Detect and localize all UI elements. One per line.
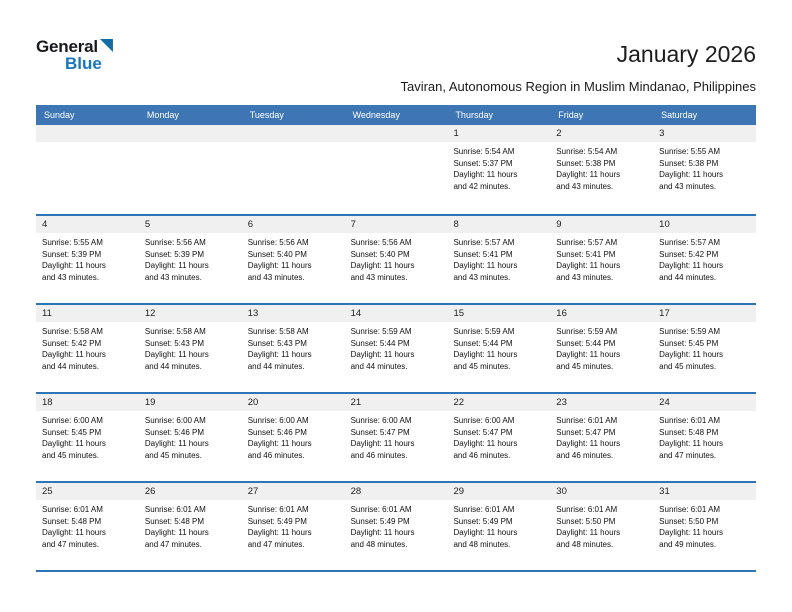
day-info xyxy=(550,322,653,372)
day-info xyxy=(447,500,550,550)
day-cell xyxy=(653,394,756,481)
day-number: 10 xyxy=(653,216,756,233)
day-info xyxy=(36,233,139,283)
daylight-text-line1: Daylight: 11 hours xyxy=(659,170,724,180)
sunset-text: Sunset: 5:50 PM xyxy=(556,516,616,526)
sunset-text: Sunset: 5:41 PM xyxy=(453,249,513,259)
day-info xyxy=(447,233,550,283)
day-number: 14 xyxy=(345,305,448,322)
sunset-text: Sunset: 5:45 PM xyxy=(42,427,102,437)
sunset-text: Sunset: 5:43 PM xyxy=(144,338,205,348)
logo-text-blue: Blue xyxy=(65,54,102,73)
daylight-text-line2: and 47 minutes. xyxy=(42,539,99,549)
day-info xyxy=(36,411,139,461)
day-cell xyxy=(345,483,448,570)
day-cell xyxy=(550,305,653,392)
week-row xyxy=(36,481,756,570)
daylight-text-line2: and 44 minutes. xyxy=(144,361,202,371)
daylight-text-line1: Daylight: 11 hours xyxy=(350,261,415,271)
day-cell xyxy=(36,216,139,303)
daylight-text-line1: Daylight: 11 hours xyxy=(144,350,209,360)
day-cell xyxy=(345,305,448,392)
day-info xyxy=(550,411,653,461)
daylight-text-line2: and 43 minutes. xyxy=(144,272,202,282)
day-number: 19 xyxy=(139,394,242,411)
sunrise-text: Sunrise: 6:01 AM xyxy=(659,416,721,425)
daylight-text-line2: and 48 minutes. xyxy=(350,539,408,549)
daylight-text-line2: and 49 minutes. xyxy=(659,539,717,549)
day-cell xyxy=(139,394,242,481)
daylight-text-line1: Daylight: 11 hours xyxy=(659,528,724,538)
day-cell xyxy=(653,125,756,214)
daylight-text-line1: Daylight: 11 hours xyxy=(144,261,209,271)
day-cell xyxy=(242,394,345,481)
sunrise-text: Sunrise: 5:59 AM xyxy=(556,327,618,336)
general-blue-logo xyxy=(36,38,113,72)
daylight-text-line2: and 47 minutes. xyxy=(247,539,305,549)
day-cell xyxy=(242,305,345,392)
day-number: 25 xyxy=(36,483,139,500)
day-number: 18 xyxy=(36,394,139,411)
daylight-text-line1: Daylight: 11 hours xyxy=(556,350,621,360)
day-info xyxy=(550,233,653,283)
logo-triangle-icon xyxy=(100,39,113,52)
sunset-text: Sunset: 5:49 PM xyxy=(453,516,513,526)
weekday-header-wednesday: Wednesday xyxy=(352,110,400,120)
sunrise-text: Sunrise: 6:01 AM xyxy=(659,505,721,514)
weekday-header-saturday: Saturday xyxy=(661,110,698,120)
day-number: 6 xyxy=(242,216,345,233)
weekday-header-sunday: Sunday xyxy=(44,110,75,120)
daylight-text-line2: and 46 minutes. xyxy=(556,450,614,460)
day-number xyxy=(139,125,242,142)
sunset-text: Sunset: 5:38 PM xyxy=(659,158,719,168)
sunrise-text: Sunrise: 5:56 AM xyxy=(350,238,412,247)
week-row xyxy=(36,392,756,481)
daylight-text-line2: and 43 minutes. xyxy=(247,272,305,282)
weekday-header-monday: Monday xyxy=(146,110,179,120)
day-info xyxy=(653,322,756,372)
sunrise-text: Sunrise: 5:57 AM xyxy=(453,238,515,247)
day-number: 22 xyxy=(447,394,550,411)
daylight-text-line1: Daylight: 11 hours xyxy=(247,439,312,449)
day-info xyxy=(653,500,756,550)
day-info xyxy=(653,142,756,192)
day-number: 7 xyxy=(345,216,448,233)
day-cell xyxy=(242,483,345,570)
day-number: 17 xyxy=(653,305,756,322)
daylight-text-line2: and 45 minutes. xyxy=(659,361,717,371)
daylight-text-line2: and 44 minutes. xyxy=(659,272,717,282)
sunset-text: Sunset: 5:40 PM xyxy=(350,249,410,259)
day-number: 23 xyxy=(550,394,653,411)
day-number: 21 xyxy=(345,394,448,411)
sunset-text: Sunset: 5:47 PM xyxy=(453,427,513,437)
day-cell xyxy=(345,394,448,481)
sunrise-text: Sunrise: 5:58 AM xyxy=(42,327,103,336)
daylight-text-line1: Daylight: 11 hours xyxy=(42,261,106,271)
daylight-text-line1: Daylight: 11 hours xyxy=(453,439,518,449)
day-info xyxy=(139,500,242,550)
day-info xyxy=(653,411,756,461)
day-cell-empty xyxy=(36,125,139,214)
sunrise-text: Sunrise: 5:58 AM xyxy=(144,327,206,336)
sunset-text: Sunset: 5:44 PM xyxy=(453,338,513,348)
day-cell xyxy=(36,394,139,481)
sunrise-text: Sunrise: 5:55 AM xyxy=(659,147,721,156)
day-cell xyxy=(345,216,448,303)
daylight-text-line1: Daylight: 11 hours xyxy=(350,528,415,538)
sunrise-text: Sunrise: 6:00 AM xyxy=(42,416,103,425)
day-number xyxy=(345,125,448,142)
day-info xyxy=(345,500,448,550)
week-row xyxy=(36,125,756,214)
day-info xyxy=(345,411,448,461)
day-number: 24 xyxy=(653,394,756,411)
daylight-text-line2: and 48 minutes. xyxy=(453,539,511,549)
sunrise-text: Sunrise: 5:58 AM xyxy=(247,327,309,336)
sunset-text: Sunset: 5:44 PM xyxy=(350,338,410,348)
day-cell xyxy=(653,216,756,303)
daylight-text-line2: and 48 minutes. xyxy=(556,539,614,549)
daylight-text-line1: Daylight: 11 hours xyxy=(556,261,621,271)
daylight-text-line1: Daylight: 11 hours xyxy=(659,261,724,271)
sunrise-text: Sunrise: 5:54 AM xyxy=(556,147,618,156)
day-cell xyxy=(447,125,550,214)
daylight-text-line2: and 44 minutes. xyxy=(42,361,99,371)
day-info xyxy=(139,322,242,372)
daylight-text-line2: and 44 minutes. xyxy=(247,361,305,371)
sunrise-text: Sunrise: 6:01 AM xyxy=(42,505,103,514)
daylight-text-line2: and 46 minutes. xyxy=(247,450,305,460)
day-info xyxy=(345,322,448,372)
sunrise-text: Sunrise: 6:01 AM xyxy=(144,505,206,514)
day-cell-empty xyxy=(345,125,448,214)
weekday-header-thursday: Thursday xyxy=(455,110,493,120)
sunrise-text: Sunrise: 6:01 AM xyxy=(453,505,515,514)
daylight-text-line2: and 46 minutes. xyxy=(453,450,511,460)
daylight-text-line1: Daylight: 11 hours xyxy=(556,528,621,538)
sunset-text: Sunset: 5:41 PM xyxy=(556,249,616,259)
sunrise-text: Sunrise: 6:00 AM xyxy=(350,416,412,425)
logo-text-general: General xyxy=(36,37,98,56)
month-title: January 2026 xyxy=(616,41,756,67)
daylight-text-line1: Daylight: 11 hours xyxy=(453,528,518,538)
daylight-text-line1: Daylight: 11 hours xyxy=(659,350,724,360)
day-info xyxy=(345,233,448,283)
sunset-text: Sunset: 5:46 PM xyxy=(144,427,205,437)
day-number: 15 xyxy=(447,305,550,322)
daylight-text-line1: Daylight: 11 hours xyxy=(556,439,621,449)
sunset-text: Sunset: 5:46 PM xyxy=(247,427,307,437)
sunset-text: Sunset: 5:40 PM xyxy=(247,249,307,259)
sunset-text: Sunset: 5:47 PM xyxy=(556,427,616,437)
calendar-grid xyxy=(36,125,756,572)
sunset-text: Sunset: 5:44 PM xyxy=(556,338,616,348)
sunset-text: Sunset: 5:39 PM xyxy=(144,249,205,259)
day-info xyxy=(242,500,345,550)
sunrise-text: Sunrise: 6:01 AM xyxy=(556,505,618,514)
sunset-text: Sunset: 5:38 PM xyxy=(556,158,616,168)
daylight-text-line1: Daylight: 11 hours xyxy=(659,439,724,449)
daylight-text-line1: Daylight: 11 hours xyxy=(350,439,415,449)
day-cell xyxy=(550,394,653,481)
day-cell xyxy=(550,216,653,303)
day-cell-empty xyxy=(242,125,345,214)
daylight-text-line2: and 43 minutes. xyxy=(659,181,717,191)
day-number xyxy=(36,125,139,142)
daylight-text-line2: and 42 minutes. xyxy=(453,181,511,191)
day-cell xyxy=(36,483,139,570)
day-cell xyxy=(653,483,756,570)
day-number: 13 xyxy=(242,305,345,322)
sunrise-text: Sunrise: 6:00 AM xyxy=(453,416,515,425)
day-number: 26 xyxy=(139,483,242,500)
day-info xyxy=(242,233,345,283)
day-cell xyxy=(139,483,242,570)
day-cell xyxy=(550,483,653,570)
daylight-text-line2: and 45 minutes. xyxy=(453,361,511,371)
day-info xyxy=(36,322,139,372)
sunrise-text: Sunrise: 5:59 AM xyxy=(659,327,721,336)
sunrise-text: Sunrise: 5:59 AM xyxy=(453,327,515,336)
sunrise-text: Sunrise: 5:56 AM xyxy=(144,238,206,247)
day-number: 3 xyxy=(653,125,756,142)
sunset-text: Sunset: 5:49 PM xyxy=(350,516,410,526)
day-number: 9 xyxy=(550,216,653,233)
weekday-header-friday: Friday xyxy=(558,110,584,120)
sunset-text: Sunset: 5:37 PM xyxy=(453,158,513,168)
sunrise-text: Sunrise: 5:55 AM xyxy=(42,238,103,247)
sunrise-text: Sunrise: 6:01 AM xyxy=(247,505,309,514)
daylight-text-line2: and 43 minutes. xyxy=(350,272,408,282)
day-info xyxy=(36,500,139,550)
day-info xyxy=(447,142,550,192)
daylight-text-line1: Daylight: 11 hours xyxy=(42,350,106,360)
day-info xyxy=(550,500,653,550)
sunrise-text: Sunrise: 6:00 AM xyxy=(247,416,309,425)
day-info xyxy=(447,322,550,372)
day-number: 20 xyxy=(242,394,345,411)
sunset-text: Sunset: 5:42 PM xyxy=(42,338,102,348)
day-cell xyxy=(550,125,653,214)
day-info xyxy=(242,322,345,372)
day-cell xyxy=(139,305,242,392)
week-row xyxy=(36,214,756,303)
sunrise-text: Sunrise: 6:01 AM xyxy=(556,416,618,425)
day-number xyxy=(242,125,345,142)
daylight-text-line1: Daylight: 11 hours xyxy=(453,261,518,271)
daylight-text-line1: Daylight: 11 hours xyxy=(556,170,621,180)
calendar-table xyxy=(36,105,756,572)
day-cell xyxy=(447,216,550,303)
day-cell xyxy=(139,216,242,303)
daylight-text-line1: Daylight: 11 hours xyxy=(42,528,106,538)
day-info xyxy=(653,233,756,283)
sunrise-text: Sunrise: 5:57 AM xyxy=(556,238,618,247)
sunrise-text: Sunrise: 5:54 AM xyxy=(453,147,515,156)
day-cell xyxy=(447,483,550,570)
day-info xyxy=(242,411,345,461)
daylight-text-line2: and 43 minutes. xyxy=(556,181,614,191)
daylight-text-line2: and 43 minutes. xyxy=(453,272,511,282)
sunset-text: Sunset: 5:49 PM xyxy=(247,516,307,526)
day-number: 1 xyxy=(447,125,550,142)
day-info xyxy=(139,411,242,461)
day-number: 31 xyxy=(653,483,756,500)
daylight-text-line2: and 43 minutes. xyxy=(42,272,99,282)
daylight-text-line1: Daylight: 11 hours xyxy=(453,170,518,180)
daylight-text-line1: Daylight: 11 hours xyxy=(42,439,106,449)
day-number: 12 xyxy=(139,305,242,322)
daylight-text-line1: Daylight: 11 hours xyxy=(453,350,518,360)
day-cell xyxy=(447,305,550,392)
day-number: 11 xyxy=(36,305,139,322)
sunset-text: Sunset: 5:48 PM xyxy=(144,516,205,526)
day-cell xyxy=(242,216,345,303)
day-number: 27 xyxy=(242,483,345,500)
day-number: 4 xyxy=(36,216,139,233)
daylight-text-line1: Daylight: 11 hours xyxy=(247,350,312,360)
sunset-text: Sunset: 5:47 PM xyxy=(350,427,410,437)
day-info xyxy=(550,142,653,192)
day-cell xyxy=(36,305,139,392)
weekday-header-row xyxy=(36,105,756,125)
sunset-text: Sunset: 5:48 PM xyxy=(42,516,102,526)
sunset-text: Sunset: 5:42 PM xyxy=(659,249,719,259)
daylight-text-line2: and 46 minutes. xyxy=(350,450,408,460)
daylight-text-line2: and 44 minutes. xyxy=(350,361,408,371)
day-cell xyxy=(447,394,550,481)
sunset-text: Sunset: 5:48 PM xyxy=(659,427,719,437)
logo-top-row xyxy=(36,38,113,55)
day-cell xyxy=(653,305,756,392)
daylight-text-line1: Daylight: 11 hours xyxy=(350,350,415,360)
daylight-text-line2: and 45 minutes. xyxy=(556,361,614,371)
sunrise-text: Sunrise: 5:57 AM xyxy=(659,238,721,247)
day-info xyxy=(447,411,550,461)
sunrise-text: Sunrise: 5:56 AM xyxy=(247,238,309,247)
day-number: 5 xyxy=(139,216,242,233)
day-number: 8 xyxy=(447,216,550,233)
sunrise-text: Sunrise: 6:00 AM xyxy=(144,416,206,425)
sunset-text: Sunset: 5:45 PM xyxy=(659,338,719,348)
daylight-text-line2: and 45 minutes. xyxy=(42,450,99,460)
day-number: 28 xyxy=(345,483,448,500)
day-cell-empty xyxy=(139,125,242,214)
day-number: 16 xyxy=(550,305,653,322)
daylight-text-line2: and 45 minutes. xyxy=(144,450,202,460)
sunset-text: Sunset: 5:39 PM xyxy=(42,249,102,259)
sunrise-text: Sunrise: 6:01 AM xyxy=(350,505,412,514)
daylight-text-line2: and 47 minutes. xyxy=(659,450,717,460)
daylight-text-line1: Daylight: 11 hours xyxy=(247,528,312,538)
daylight-text-line1: Daylight: 11 hours xyxy=(144,528,209,538)
location-subtitle: Taviran, Autonomous Region in Muslim Mindanao, Philippines xyxy=(400,79,756,94)
daylight-text-line2: and 43 minutes. xyxy=(556,272,614,282)
day-number: 2 xyxy=(550,125,653,142)
day-info xyxy=(139,233,242,283)
day-number: 30 xyxy=(550,483,653,500)
week-row xyxy=(36,303,756,392)
daylight-text-line1: Daylight: 11 hours xyxy=(144,439,209,449)
sunset-text: Sunset: 5:43 PM xyxy=(247,338,307,348)
sunrise-text: Sunrise: 5:59 AM xyxy=(350,327,412,336)
daylight-text-line1: Daylight: 11 hours xyxy=(247,261,312,271)
weekday-header-tuesday: Tuesday xyxy=(249,110,284,120)
daylight-text-line2: and 47 minutes. xyxy=(144,539,202,549)
day-number: 29 xyxy=(447,483,550,500)
sunset-text: Sunset: 5:50 PM xyxy=(659,516,719,526)
